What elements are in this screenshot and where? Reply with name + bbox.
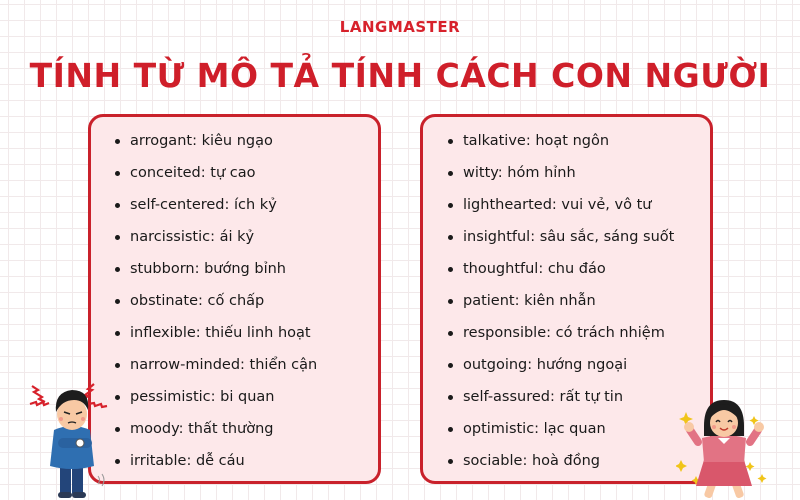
list-item: stubborn: bướng bỉnh [91,257,378,289]
list-item: insightful: sâu sắc, sáng suốt [423,225,710,257]
bullet-icon [115,267,120,272]
list-item: witty: hóm hỉnh [423,161,710,193]
bullet-icon [115,235,120,240]
list-item: thoughtful: chu đáo [423,257,710,289]
list-item: narrow-minded: thiển cận [91,353,378,385]
happy-girl-icon [676,396,772,500]
bullet-icon [448,171,453,176]
bullet-icon [115,363,120,368]
bullet-icon [115,299,120,304]
list-item: talkative: hoạt ngôn [423,129,710,161]
list-item: lighthearted: vui vẻ, vô tư [423,193,710,225]
list-item: narcissistic: ái kỷ [91,225,378,257]
negative-traits-panel [88,114,381,484]
list-item: optimistic: lạc quan [423,417,710,449]
bullet-icon [448,139,453,144]
list-item: pessimistic: bi quan [91,385,378,417]
bullet-icon [448,235,453,240]
angry-man-icon [28,378,108,500]
page-title: TÍNH TỪ MÔ TẢ TÍNH CÁCH CON NGƯỜI [29,56,771,95]
list-item: irritable: dễ cáu [91,449,378,481]
bullet-icon [115,395,120,400]
bullet-icon [448,299,453,304]
bullet-icon [115,427,120,432]
positive-traits-list [423,117,710,481]
positive-traits-panel [420,114,713,484]
list-item: self-assured: rất tự tin [423,385,710,417]
bullet-icon [115,331,120,336]
bullet-icon [115,459,120,464]
list-item: self-centered: ích kỷ [91,193,378,225]
negative-traits-list [91,117,378,481]
list-item: arrogant: kiêu ngạo [91,129,378,161]
bullet-icon [448,363,453,368]
bullet-icon [448,459,453,464]
list-item: obstinate: cố chấp [91,289,378,321]
bullet-icon [115,171,120,176]
list-item: sociable: hoà đồng [423,449,710,481]
bullet-icon [448,331,453,336]
bullet-icon [448,395,453,400]
bullet-icon [448,267,453,272]
list-item: outgoing: hướng ngoại [423,353,710,385]
list-item: inflexible: thiếu linh hoạt [91,321,378,353]
list-item: moody: thất thường [91,417,378,449]
bullet-icon [448,427,453,432]
list-item: patient: kiên nhẫn [423,289,710,321]
bullet-icon [115,139,120,144]
list-item: responsible: có trách nhiệm [423,321,710,353]
list-item: conceited: tự cao [91,161,378,193]
bullet-icon [115,203,120,208]
bullet-icon [448,203,453,208]
brand-logo: LANGMASTER [339,18,461,36]
